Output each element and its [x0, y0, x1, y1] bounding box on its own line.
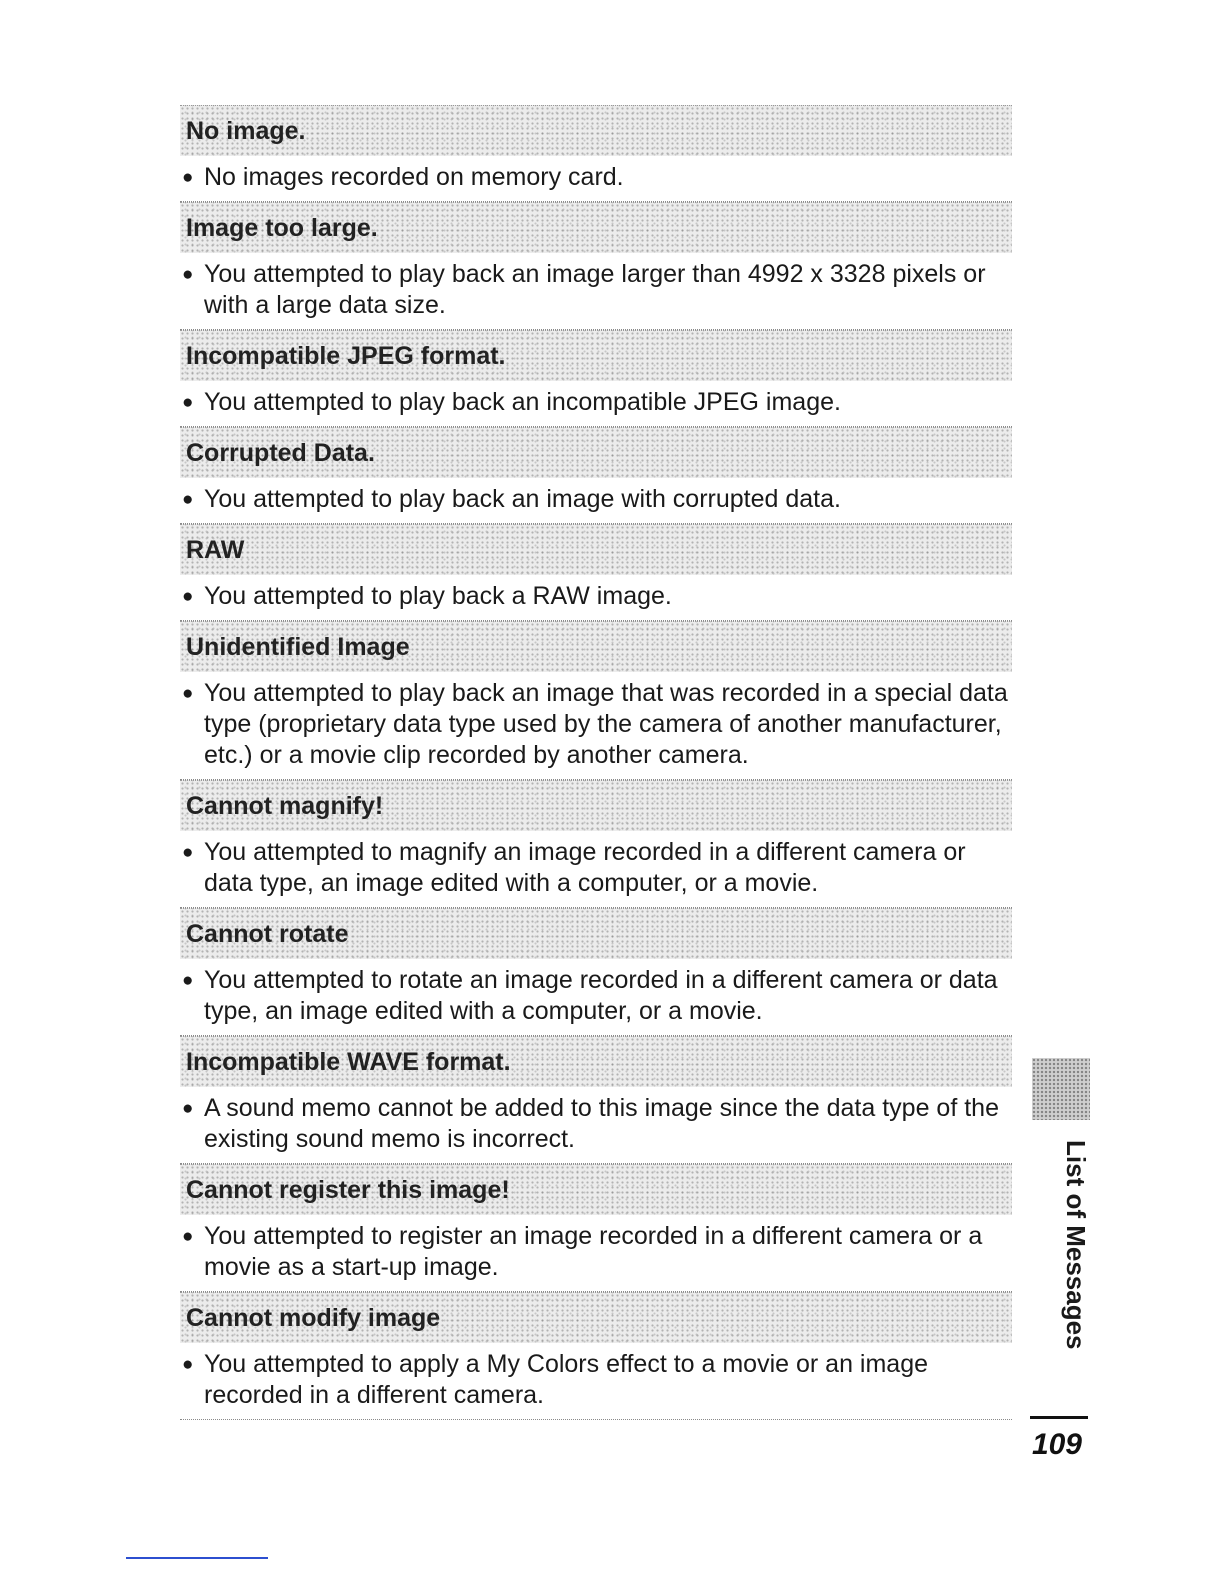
bullet-text: You attempted to play back an image with corrupted data. [204, 485, 841, 513]
message-description [180, 253, 1012, 329]
message-title: Incompatible WAVE format. [180, 1036, 1012, 1087]
message-entry [180, 330, 1012, 427]
message-description [180, 1215, 1012, 1291]
bullet-text: You attempted to play back a RAW image. [204, 582, 672, 610]
message-title: RAW [180, 524, 1012, 575]
bullet-text: You attempted to apply a My Colors effect to a movie or an image recorded in a different camera. [204, 1350, 929, 1409]
page-number: 109 [1031, 1428, 1082, 1461]
bullet-text: You attempted to rotate an image recorded in a different camera or data type, an image edited with a computer, or a movie. [204, 966, 998, 1025]
bullet-icon: ● [182, 264, 194, 285]
bullet-icon: ● [182, 167, 194, 188]
section-tab-label: List of Messages [1061, 1140, 1091, 1350]
message-title: Corrupted Data. [180, 427, 1012, 478]
message-entry [180, 1036, 1012, 1164]
bullet-icon: ● [182, 842, 194, 863]
footer-blue-rule [126, 1557, 268, 1559]
bullet-icon: ● [182, 392, 194, 413]
message-description [180, 1343, 1012, 1419]
message-title: Incompatible JPEG format. [180, 330, 1012, 381]
message-description [180, 381, 1012, 426]
message-title: Unidentified Image [180, 621, 1012, 672]
message-entry [180, 1164, 1012, 1292]
message-description [180, 575, 1012, 620]
message-title: Cannot rotate [180, 908, 1012, 959]
bullet-item [180, 162, 1012, 193]
bullet-item [180, 387, 1012, 418]
bullet-text: You attempted to play back an incompatible JPEG image. [204, 388, 841, 416]
message-title: No image. [180, 105, 1012, 156]
message-description [180, 672, 1012, 779]
bullet-item [180, 259, 1012, 321]
page-number-rule [1030, 1416, 1088, 1419]
bullet-item [180, 1093, 1012, 1155]
message-entry [180, 524, 1012, 621]
message-description [180, 478, 1012, 523]
message-list [180, 105, 1012, 1420]
message-title: Cannot modify image [180, 1292, 1012, 1343]
bullet-item [180, 837, 1012, 899]
bullet-icon: ● [182, 970, 194, 991]
bullet-item [180, 1221, 1012, 1283]
message-title: Image too large. [180, 202, 1012, 253]
message-entry [180, 427, 1012, 524]
bullet-item [180, 1349, 1012, 1411]
bullet-text: You attempted to play back an image larger than 4992 x 3328 pixels or with a large data size. [204, 260, 986, 319]
bullet-icon: ● [182, 586, 194, 607]
bullet-text: You attempted to magnify an image recorded in a different camera or data type, an image edited with a computer, or a movie. [204, 838, 966, 897]
bullet-text: You attempted to play back an image that was recorded in a special data type (proprietary data type used by the camera of another manufacturer, etc.) or a movie clip recorded by another camera. [204, 679, 1008, 769]
bullet-item [180, 965, 1012, 1027]
bullet-item [180, 678, 1012, 771]
message-description [180, 959, 1012, 1035]
message-title: Cannot magnify! [180, 780, 1012, 831]
message-entry [180, 105, 1012, 202]
message-entry [180, 1292, 1012, 1420]
bullet-item [180, 581, 1012, 612]
bullet-text: A sound memo cannot be added to this image since the data type of the existing sound memo is incorrect. [204, 1094, 999, 1153]
message-description [180, 1087, 1012, 1163]
bullet-text: You attempted to register an image recorded in a different camera or a movie as a start-up image. [204, 1222, 983, 1281]
bullet-icon: ● [182, 683, 194, 704]
bullet-icon: ● [182, 1098, 194, 1119]
bullet-icon: ● [182, 1354, 194, 1375]
section-tab-marker [1032, 1058, 1090, 1120]
bullet-text: No images recorded on memory card. [204, 163, 624, 191]
message-entry [180, 202, 1012, 330]
message-entry [180, 908, 1012, 1036]
message-description [180, 831, 1012, 907]
bullet-icon: ● [182, 489, 194, 510]
message-title: Cannot register this image! [180, 1164, 1012, 1215]
bullet-item [180, 484, 1012, 515]
message-description [180, 156, 1012, 201]
message-entry [180, 621, 1012, 780]
message-entry [180, 780, 1012, 908]
bullet-icon: ● [182, 1226, 194, 1247]
